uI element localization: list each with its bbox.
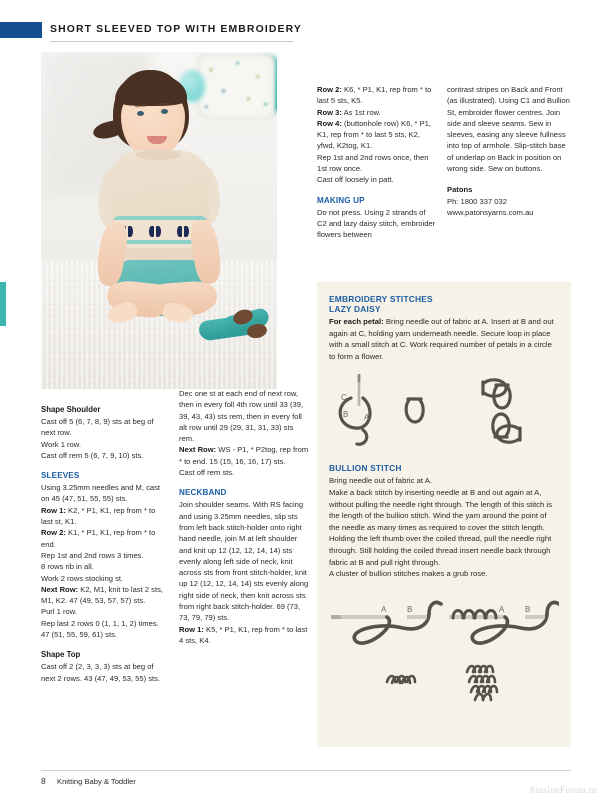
lazy-daisy-heading: LAZY DAISY bbox=[329, 304, 381, 314]
instructions-column-right bbox=[447, 84, 571, 218]
row-label: Row 2: bbox=[41, 528, 66, 538]
row-label: Row 1: bbox=[41, 505, 66, 515]
instruction-paragraph: Cast off 2 (2, 3, 3, 3) sts at beg of next 2 rows. 43 (47, 49, 53, 55) sts. bbox=[41, 662, 161, 683]
label-b: B bbox=[407, 604, 413, 614]
row-label: Row 4: bbox=[317, 118, 342, 128]
bullion-line-2: Make a back stitch by inserting needle at B and out again at A, without pulling the needle right through. The length of this stitch is the length of the bullion stitch. Wind the yarn around the point of the needle as many times as required to cover the stitch length. Holding the left thumb over the coiled thread, pull the needle right through. Still holding the coiled thread insert needle back through fabric at B and pull right through. bbox=[329, 487, 552, 567]
pattern-photo bbox=[41, 52, 277, 389]
label-a: A bbox=[381, 604, 387, 614]
instruction-row: Next Row: WS - P1, * P2tog, rep from * to end. 15 (15, 16, 16, 17) sts. bbox=[179, 445, 309, 466]
watermark: PassionForum.ru bbox=[529, 785, 597, 795]
knitted-neckband bbox=[135, 150, 181, 160]
section-heading: MAKING UP bbox=[317, 195, 365, 205]
instruction-row: Row 2: K6, * P1, K1, rep from * to last 5 sts, K5. bbox=[317, 85, 432, 106]
instructions-column-three bbox=[317, 84, 437, 241]
contact-block bbox=[447, 184, 571, 218]
instruction-paragraph: contrast stripes on Back and Front (as illustrated). Using C1 and Bullion St, embroider flower centres. Join side and sleeve seams. Sew in sleeves, easing any sleeve fullness into top of armhole. Slip-stitch base of underlap on Back in position on wrong side. Sew on buttons. bbox=[447, 85, 570, 174]
instruction-paragraph: Cast off 5 (6, 7, 8, 9) sts at beg of next row. bbox=[41, 417, 154, 438]
instruction-paragraph: Rep 1st and 2nd rows once, then 1st row once. bbox=[317, 152, 429, 174]
row-label: Next Row: bbox=[179, 445, 217, 455]
bullion-stitch-diagram bbox=[329, 590, 559, 707]
instructions-column-middle bbox=[179, 388, 309, 646]
footer-divider bbox=[41, 770, 571, 771]
lazy-daisy-lead: For each petal: bbox=[329, 317, 384, 326]
label-c: C bbox=[341, 393, 347, 403]
bullion-svg bbox=[329, 590, 559, 702]
instruction-paragraph: 8 rows rib in all. bbox=[41, 562, 94, 572]
phone-number: Ph: 1800 337 032 bbox=[447, 196, 507, 206]
embroidered-motif bbox=[177, 226, 189, 237]
lazy-daisy-diagram bbox=[329, 372, 559, 455]
instruction-paragraph: Rep last 2 rows 0 (1, 1, 1, 2) times. 47 (51, 55, 59, 61) sts. bbox=[41, 618, 159, 640]
embroidered-motif bbox=[149, 226, 161, 237]
label-b: B bbox=[525, 604, 531, 614]
header-accent-bar bbox=[0, 22, 42, 38]
instruction-paragraph: Dec one st at each end of next row, then in every foll 4th row until 33 (39, 39, 43, 43) sts rem, then in every foll alt row until 29 (29, 31, 31, 33) sts rem. bbox=[179, 389, 304, 444]
instruction-row: Row 4: (buttonhole row) K6, * P1, K1, rep from * to last 5 sts, K2, yfwd, K2tog, K1. bbox=[317, 118, 431, 151]
instruction-row: Row 1: K2, * P1, K1, rep from * to last st, K1. bbox=[41, 505, 156, 527]
page-number: 8 bbox=[41, 776, 46, 786]
instruction-row: Row 2: K1, * P1, K1, rep from * to end. bbox=[41, 528, 156, 549]
edge-color-tab bbox=[0, 282, 6, 326]
paragraph-spacer bbox=[179, 478, 309, 487]
lazy-daisy-body: Bring needle out of fabric at A. Insert at B and out again at C, holding yarn underneath needle. Secure loop in place with a small stitch at C. Work required number of petals in a circle to form a flower. bbox=[329, 317, 554, 361]
instruction-row: Row 1: K5, * P1, K1, rep from * to last 4 sts, K4. bbox=[179, 624, 308, 645]
instruction-paragraph: Cast off loosely in patt. bbox=[317, 175, 394, 185]
row-label: Row 1: bbox=[179, 624, 204, 634]
website-link[interactable]: www.patonsyarns.com.au bbox=[447, 207, 534, 217]
sub-heading: Shape Top bbox=[41, 650, 81, 660]
sub-heading: Shape Shoulder bbox=[41, 405, 101, 414]
baby-eye-right bbox=[161, 109, 168, 114]
section-heading: NECKBAND bbox=[179, 488, 227, 498]
section-heading: SLEEVES bbox=[41, 471, 80, 481]
instruction-paragraph: Using 3.25mm needles and M, cast on 45 (47, 51, 55, 55) sts. bbox=[41, 483, 161, 504]
embroidery-stitches-panel bbox=[317, 282, 571, 747]
row-label: Next Row: bbox=[41, 584, 79, 594]
instruction-row: Next Row: K2, M1, knit to last 2 sts, M1, K2. 47 (49, 53, 57, 57) sts. bbox=[41, 584, 163, 606]
instruction-paragraph: Do not press. Using 2 strands of C2 and lazy daisy stitch, embroider flowers between bbox=[317, 207, 436, 240]
instructions-body bbox=[447, 84, 571, 174]
instruction-row: Row 3: As 1st row. bbox=[317, 107, 381, 117]
publication-title: Knitting Baby & Toddler bbox=[57, 777, 136, 786]
page-header bbox=[0, 22, 609, 40]
header-divider bbox=[50, 41, 293, 42]
instruction-paragraph: Purl 1 row. bbox=[41, 607, 77, 617]
row-label: Row 3: bbox=[317, 107, 342, 117]
instruction-paragraph: Cast off rem 5 (6, 7, 9, 10) sts. bbox=[41, 450, 144, 460]
bullion-stitch-heading: BULLION STITCH bbox=[329, 463, 402, 474]
embroidery-section-title: EMBROIDERY STITCHES bbox=[329, 294, 433, 304]
paragraph-spacer bbox=[41, 640, 169, 649]
label-a: A bbox=[364, 413, 370, 423]
paragraph-spacer bbox=[317, 186, 437, 195]
label-a: A bbox=[499, 604, 505, 614]
instruction-paragraph: Work 2 rows stocking st. bbox=[41, 573, 124, 583]
lazy-daisy-instructions bbox=[329, 316, 559, 362]
instruction-paragraph: Cast off rem sts. bbox=[179, 468, 235, 478]
baby-eye-left bbox=[137, 111, 144, 116]
photo-toy bbox=[199, 310, 269, 342]
bullion-line-1: Bring needle out of fabric at A. bbox=[329, 476, 432, 486]
instruction-paragraph: Join shoulder seams. With RS facing and using 3.25mm needles, slip sts from left back stitch-holder onto right hand needle, join M at left shoulder and knit up 12 (12, 12, 14, 14) sts evenly along left side of neck, knit across sts from front stitch-holder, knit up 12 (12, 12, 14, 14) sts evenly along right side of neck, then knit across sts from right back stitch-holder. 69 (73, 73, 79, 79) sts. bbox=[179, 500, 309, 623]
instruction-paragraph: Work 1 row. bbox=[41, 439, 81, 449]
lazy-daisy-svg bbox=[329, 372, 559, 450]
label-b: B bbox=[343, 410, 349, 420]
brand-name: Patons bbox=[447, 185, 473, 195]
instructions-body bbox=[317, 84, 437, 241]
instruction-paragraph: Rep 1st and 2nd rows 3 times. bbox=[41, 550, 144, 560]
row-label: Row 2: bbox=[317, 85, 342, 94]
bullion-line-3: A cluster of bullion stitches makes a grub rose. bbox=[329, 569, 488, 579]
instructions-column-left bbox=[41, 404, 169, 684]
paragraph-spacer bbox=[41, 461, 169, 470]
page-title: SHORT SLEEVED TOP WITH EMBROIDERY bbox=[50, 24, 302, 35]
